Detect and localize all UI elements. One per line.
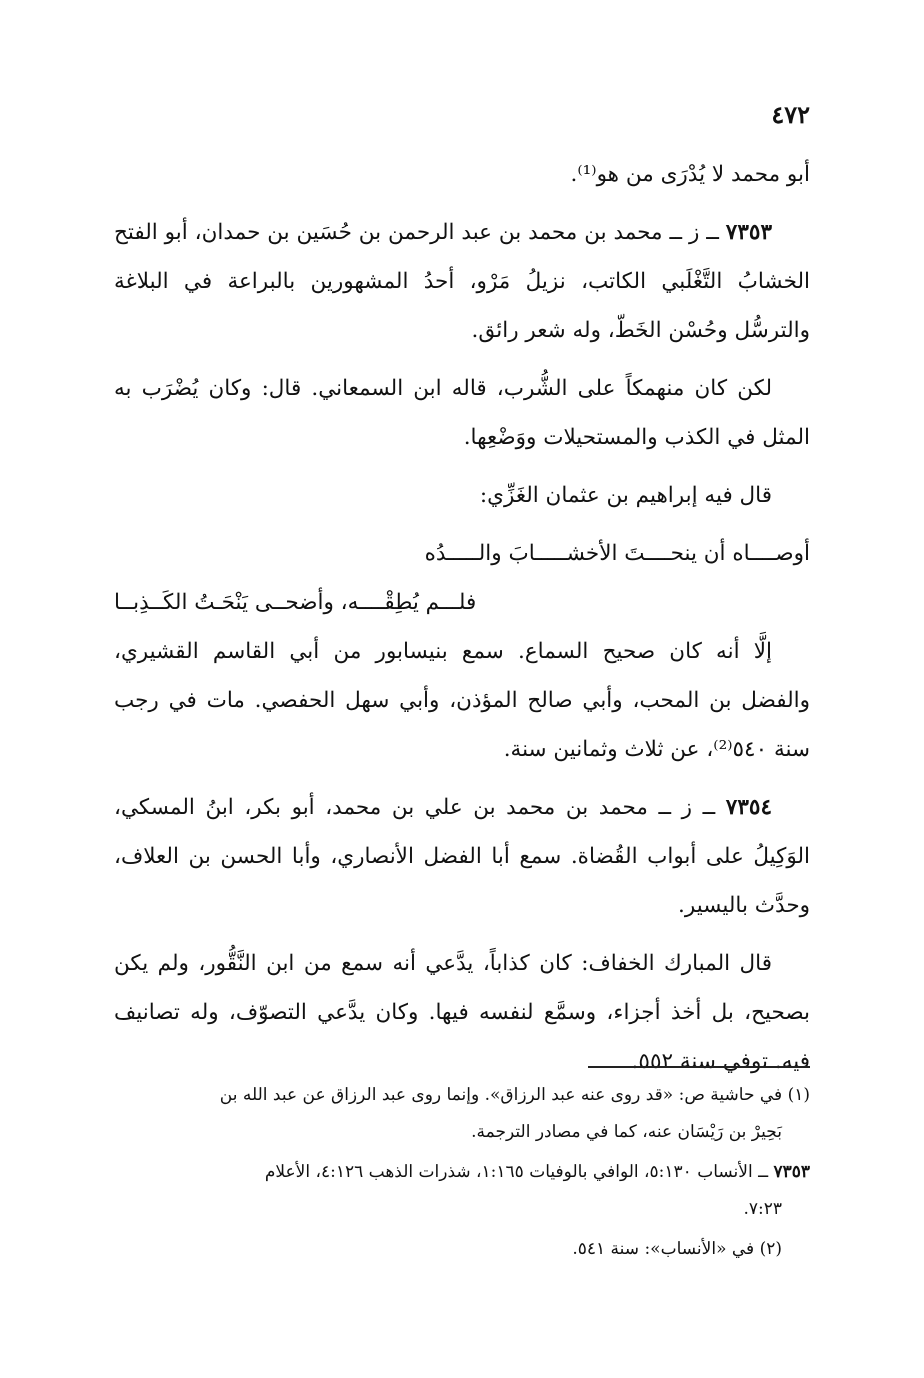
entry-7353 [114, 208, 810, 355]
paragraph: لكن كان منهمكاً على الشُّرب، قاله ابن السمعاني. قال: وكان يُضْرَب به المثل في الكذب والمستحيلات ووَضْعِها. [114, 376, 810, 450]
entry-number: ٧٣٥٤ [725, 795, 772, 820]
footnote-reference-continuation: ٧:٢٣. [743, 1199, 782, 1219]
paragraph: إلَّا أنه كان صحيح السماع. سمع بنيسابور من أبي القاسم القشيري، والفضل بن المحب، وأبي صالح المؤذن، وأبي سهل الحفصي. مات في رجب سنة ٥٤٠⁽²⁾، عن ثلاث وثمانين سنة. [114, 639, 810, 762]
footnote-reference [114, 1154, 810, 1228]
entry-text: ــ ز ــ محمد بن محمد بن عبد الرحمن بن حُسَين بن حمدان، أبو الفتح الخشابُ التَّغْلَبي الكاتب، نزيلُ مَرْو، أحدُ المشهورين بالبراعة في البلاغة والترسُّل وحُسْن الخَطّ، وله شعر رائق. [114, 220, 810, 343]
footnote-2 [114, 1231, 810, 1268]
footnote-divider [588, 1066, 810, 1068]
paragraph: قال المبارك الخفاف: كان كذاباً، يدَّعي أنه سمع من ابن النَّقُّور، ولم يكن بصحيح، بل أخذ أجزاء، وسمَّع لنفسه فيها. وكان يدَّعي التصوّف، وله تصانيف فيه. توفي سنة ٥٥٢. [114, 951, 810, 1074]
footnotes [114, 1077, 810, 1271]
verse-hemistich-second: فلـــم يُطِقْــــه، وأضحــى يَنْحَـتُ الكَــذِبــا [114, 590, 477, 615]
footnote-2-text: (٢) في «الأنساب»: سنة ٥٤١. [572, 1239, 782, 1259]
entry-7354 [114, 783, 810, 930]
footnote-1 [114, 1077, 810, 1151]
poem-verse [114, 529, 810, 627]
entry-number: ٧٣٥٣ [725, 220, 772, 245]
footnote-entry-number: ٧٣٥٣ [773, 1162, 810, 1182]
page-number: ٤٧٢ [771, 100, 810, 129]
verse-intro: قال فيه إبراهيم بن عثمان الغَزِّي: [479, 483, 772, 508]
entry-text: ــ ز ــ محمد بن محمد بن علي بن محمد، أبو بكر، ابنُ المسكي، الوَكِيلُ على أبواب القُضاة. سمع أبا الفضل الأنصاري، وأبا الحسن بن العلاف، وحدَّث باليسير. [114, 795, 810, 918]
footnote-1-text: (١) في حاشية ص: «قد روى عنه عبد الرزاق». وإنما روى عبد الرزاق عن عبد الله بن [219, 1085, 810, 1105]
paragraph-intro: أبو محمد لا يُدْرَى من هو⁽¹⁾. [570, 162, 810, 187]
verse-hemistich-first: أوصــــاه أن ينحــــتَ الأخشـــــابَ والـــــدُه [424, 541, 810, 566]
main-text [114, 150, 810, 1095]
footnote-reference-text: ــ الأنساب ٥:١٣٠، الوافي بالوفيات ١:١٦٥، شذرات الذهب ٤:١٢٦، الأعلام [264, 1162, 774, 1182]
footnote-1-continuation: بَحِيرْ بن رَيْسَان عنه، كما في مصادر الترجمة. [471, 1122, 782, 1142]
